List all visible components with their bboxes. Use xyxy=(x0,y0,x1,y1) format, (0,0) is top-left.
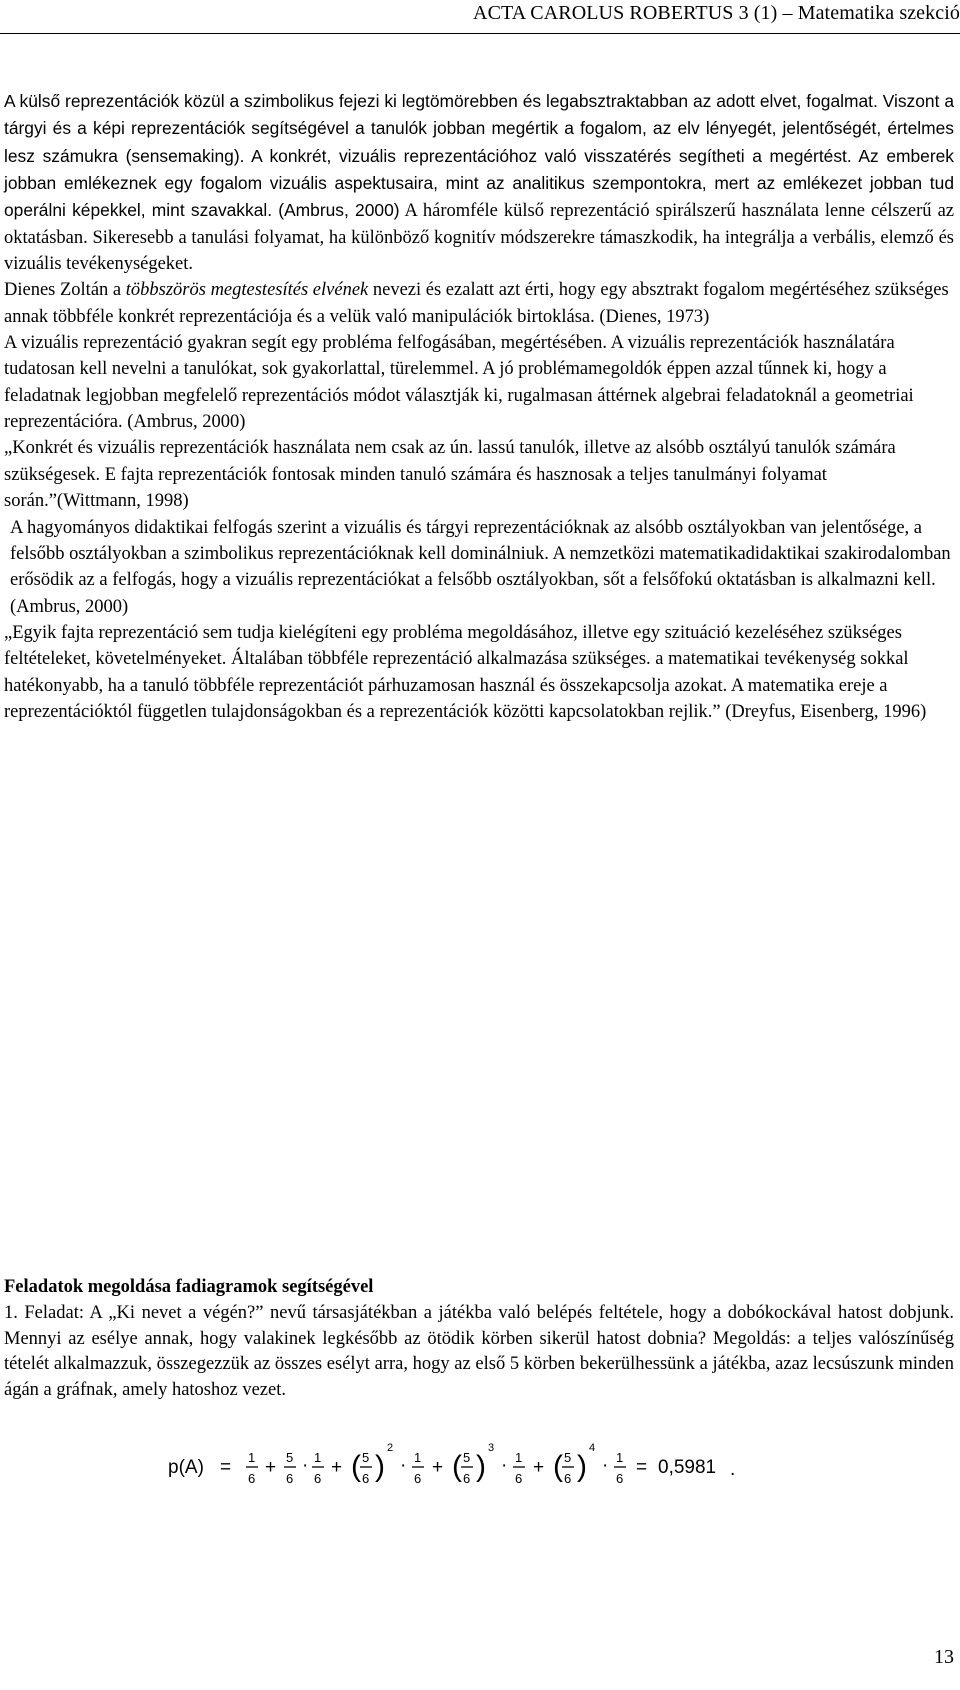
svg-text:6: 6 xyxy=(414,1471,422,1486)
paren-close: ) xyxy=(577,1450,587,1483)
dot-sign: · xyxy=(400,1455,407,1476)
formula-equals: = xyxy=(220,1457,232,1478)
exponent: 2 xyxy=(387,1442,394,1454)
formula-equals: = xyxy=(636,1457,648,1478)
svg-text:6: 6 xyxy=(564,1471,572,1486)
paragraph-visual: A vizuális reprezentáció gyakran segít egy probléma felfogásában, megértésében. A vizuális reprezentációk használatára tudatosan kell nevelni a tanulókat, sok gyakorlattal, türelemmel. A jó problémamegoldók éppen azzal tűnnek ki, hogy a feladatnak legjobban megfelelő reprezentációs módot választják ki, rugalmasan áttérnek algebrai feladatoknál a geometriai reprezentációra. (Ambrus, 2000) xyxy=(4,333,914,433)
paren-close: ) xyxy=(375,1450,385,1483)
svg-text:6: 6 xyxy=(286,1471,294,1486)
paren-open: ( xyxy=(351,1450,361,1483)
paren-open: ( xyxy=(553,1450,563,1483)
dot-sign: · xyxy=(602,1455,609,1476)
svg-text:6: 6 xyxy=(362,1471,370,1486)
exponent: 4 xyxy=(589,1442,596,1454)
plus-sign: + xyxy=(265,1457,277,1478)
dienes-lead: Dienes Zoltán a xyxy=(4,280,126,301)
fraction-5-6 xyxy=(562,1450,574,1486)
svg-text:1: 1 xyxy=(314,1450,322,1465)
fraction-1-6 xyxy=(312,1450,324,1486)
exponent: 3 xyxy=(488,1442,495,1454)
formula-result: 0,5981 xyxy=(658,1457,717,1478)
svg-text:5: 5 xyxy=(564,1450,572,1465)
dot-sign: · xyxy=(302,1455,309,1476)
quote-wittmann: „Konkrét és vizuális reprezentációk használata nem csak az ún. lassú tanulók, illetve az alsóbb osztályú tanulók számára szükségesek. E fajta reprezentációk fontosak minden tanuló számára és hasznosak a teljes tanulmányi folyamat során.”(Wittmann, 1998) xyxy=(4,438,896,512)
fraction-5-6 xyxy=(461,1450,473,1486)
svg-text:1: 1 xyxy=(248,1450,256,1465)
paragraph-traditional: A hagyományos didaktikai felfogás szerint a vizuális és tárgyi reprezentációknak az alsóbb osztályokban van jelentősége, a felsőbb osztályokban a szimbolikus reprezentációknak kell dominálniuk. A nemzetközi matematikadidaktikai szakirodalomban erősödik az a felfogás, hogy a vizuális reprezentációkat a felsőbb osztályokban, sőt a felsőfokú oktatásban is alkalmazni kell. (Ambrus, 2000) xyxy=(10,517,951,617)
svg-text:6: 6 xyxy=(248,1471,256,1486)
fraction-1-6 xyxy=(412,1450,424,1486)
svg-text:6: 6 xyxy=(515,1471,523,1486)
paragraph-sans: A külső reprezentációk közül a szimbolikus fejezi ki legtömörebben és legabsztraktabban az adott elvet, fogalmat. Viszont a tárgyi és a képi reprezentációk segítségével a tanulók jobban megértik a fogalom, az elv lényegét, jelentőségét, értelmes lesz számukra (sensemaking). A konkrét, vizuális reprezentációhoz való visszatérés segítheti a megértést. Az emberek jobban emlékeznek egy fogalom vizuális aspektusaira, mint az analitikus szempontokra, mert az emlékezet jobban tud operálni képekkel, mint szavakkal. (Ambrus, 2000) xyxy=(4,91,954,221)
fraction-1-6 xyxy=(513,1450,525,1486)
svg-text:1: 1 xyxy=(515,1450,523,1465)
probability-formula xyxy=(168,1440,808,1490)
fraction-5-6 xyxy=(284,1450,296,1486)
task-1-solution: Megoldás: a teljes valószínűség tételét alkalmazzuk, összegezzük az összes esélyt arra, hogy az első 5 körben bekerülhessünk a játékba, azaz lecsúszunk minden ágán a gráfnak, amely hatoshoz vezet. xyxy=(4,1328,954,1401)
svg-text:5: 5 xyxy=(463,1450,471,1465)
svg-text:5: 5 xyxy=(362,1450,370,1465)
dienes-rest: nevezi és ezalatt azt érti, hogy egy absztrakt fogalom megértéséhez szükséges annak többféle konkrét reprezentációja és a velük való manipulációk birtoklása. (Dienes, 1973) xyxy=(4,280,949,327)
main-text xyxy=(4,88,954,725)
section-title: Feladatok megoldása fadiagramok segítségével xyxy=(4,1277,374,1297)
svg-text:6: 6 xyxy=(616,1471,624,1486)
svg-text:6: 6 xyxy=(463,1471,471,1486)
plus-sign: + xyxy=(533,1457,545,1478)
fraction-1-6 xyxy=(246,1450,258,1486)
paragraph-spiral: A háromféle külső reprezentáció spirálszerű használata lenne célszerű az oktatásban. Sikeresebb a tanulási folyamat, ha különböző kognitív módszerekre támaszkodik, ha integrálja a verbális, elemző és vizuális tevékenységeket. xyxy=(4,201,954,275)
formula-period: . xyxy=(730,1459,736,1480)
fraction-1-6 xyxy=(614,1450,626,1486)
dot-sign: · xyxy=(501,1455,508,1476)
formula-lhs: p(A) xyxy=(168,1457,204,1478)
svg-text:1: 1 xyxy=(616,1450,624,1465)
task-1: 1. Feladat: A „Ki nevet a végén?” nevű társasjátékban a játékba való belépés feltétele, hogy a dobókockával hatost dobjunk. Mennyi az esélye annak, hogy valakinek legkésőbb az ötödik körben sikerül hatost dobnia? xyxy=(4,1302,954,1349)
paren-close: ) xyxy=(476,1450,486,1483)
fraction-5-6 xyxy=(360,1450,372,1486)
paragraph-dienes xyxy=(4,277,954,330)
svg-text:5: 5 xyxy=(286,1450,294,1465)
svg-text:6: 6 xyxy=(314,1471,322,1486)
header-rule xyxy=(0,33,960,34)
section-tree-diagrams xyxy=(4,1275,954,1404)
dienes-italic: többszörös megtestesítés elvének xyxy=(125,280,369,301)
page-number: 13 xyxy=(934,1646,954,1668)
plus-sign: + xyxy=(432,1457,444,1478)
plus-sign: + xyxy=(331,1457,343,1478)
svg-text:1: 1 xyxy=(414,1450,422,1465)
quote-dreyfus: „Egyik fajta reprezentáció sem tudja kielégíteni egy probléma megoldásához, illetve egy szituáció kezeléséhez szükséges feltételeket, követelményeket. Általában többféle reprezentáció alkalmazása szükséges. a matematikai tevékenység sokkal hatékonyabb, ha a tanuló többféle reprezentációt párhuzamosan használ és összekapcsolja azokat. A matematika ereje a reprezentációktól független tulajdonságokban és a reprezentációk közötti kapcsolatokban rejlik.” (Dreyfus, Eisenberg, 1996) xyxy=(4,622,927,722)
paren-open: ( xyxy=(452,1450,462,1483)
journal-title: ACTA CAROLUS ROBERTUS 3 (1) – Matematika szekció xyxy=(473,2,960,24)
